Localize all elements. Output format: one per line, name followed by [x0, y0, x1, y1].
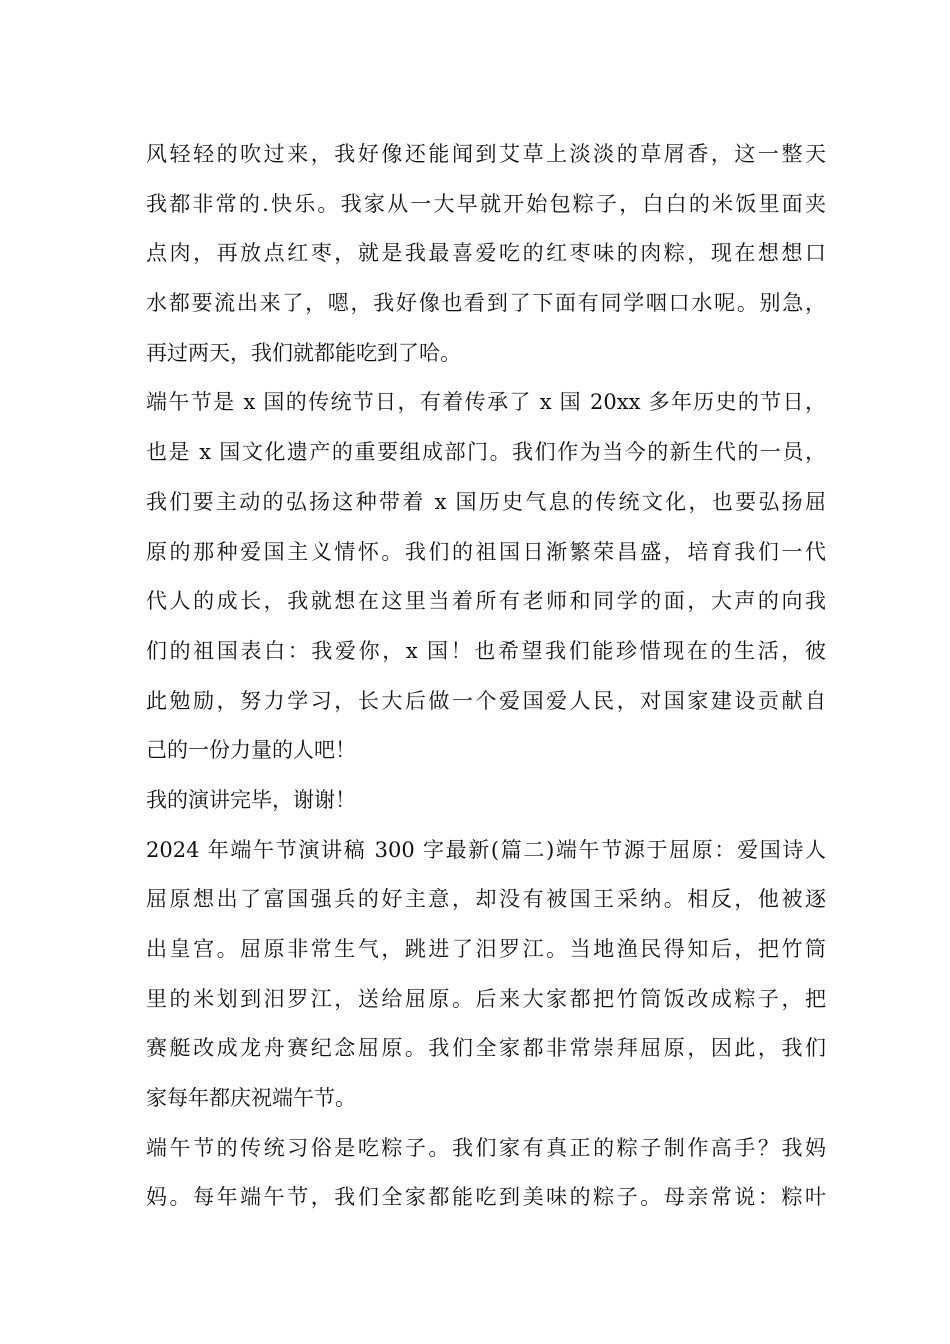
text-line: 也是 x 国文化遗产的重要组成部门。我们作为当今的新生代的一员， — [146, 440, 826, 465]
text-line: 端午节的传统习俗是吃粽子。我们家有真正的粽子制作高手？我妈 — [146, 1135, 826, 1160]
text-line: 端午节是 x 国的传统节日，有着传承了 x 国 20xx 多年历史的节日， — [146, 390, 826, 415]
text-line: 此勉励，努力学习，长大后做一个爱国爱人民，对国家建设贡献自 — [146, 688, 826, 713]
document-body — [146, 130, 826, 1223]
text-line: 点肉，再放点红枣，就是我最喜爱吃的红枣味的肉粽，现在想想口 — [146, 241, 826, 266]
text-line: 风轻轻的吹过来，我好像还能闻到艾草上淡淡的草屑香，这一整天 — [146, 142, 826, 166]
text-line: 里的米划到汨罗江，送给屈原。后来大家都把竹筒饭改成粽子，把 — [146, 986, 826, 1011]
text-line: 代人的成长，我就想在这里当着所有老师和同学的面，大声的向我 — [146, 589, 826, 614]
text-line: 己的一份力量的人吧！ — [146, 738, 356, 763]
text-line: 们的祖国表白：我爱你，x 国！也希望我们能珍惜现在的生活，彼 — [146, 638, 826, 663]
text-line: 再过两天，我们就都能吃到了哈。 — [146, 340, 461, 365]
text-line: 妈。每年端午节，我们全家都能吃到美味的粽子。母亲常说：粽叶 — [146, 1185, 826, 1210]
text-line: 原的那种爱国主义情怀。我们的祖国日渐繁荣昌盛，培育我们一代 — [146, 539, 826, 564]
text-line: 我的演讲完毕，谢谢！ — [146, 787, 356, 812]
text-line: 出皇宫。屈原非常生气，跳进了汨罗江。当地渔民得知后，把竹筒 — [146, 937, 826, 961]
text-line: 赛艇改成龙舟赛纪念屈原。我们全家都非常崇拜屈原，因此，我们 — [146, 1036, 826, 1061]
text-line: 水都要流出来了，嗯，我好像也看到了下面有同学咽口水呢。别急， — [146, 291, 826, 316]
text-line: 家每年都庆祝端午节。 — [146, 1086, 356, 1111]
text-line: 2024 年端午节演讲稿 300 字最新(篇二)端午节源于屈原：爱国诗人 — [146, 837, 826, 862]
text-line: 屈原想出了富国强兵的好主意，却没有被国王采纳。相反，他被逐 — [146, 887, 826, 912]
text-line: 我们要主动的弘扬这种带着 x 国历史气息的传统文化，也要弘扬屈 — [146, 489, 826, 514]
text-line: 我都非常的.快乐。我家从一大早就开始包粽子，白白的米饭里面夹 — [146, 191, 826, 216]
